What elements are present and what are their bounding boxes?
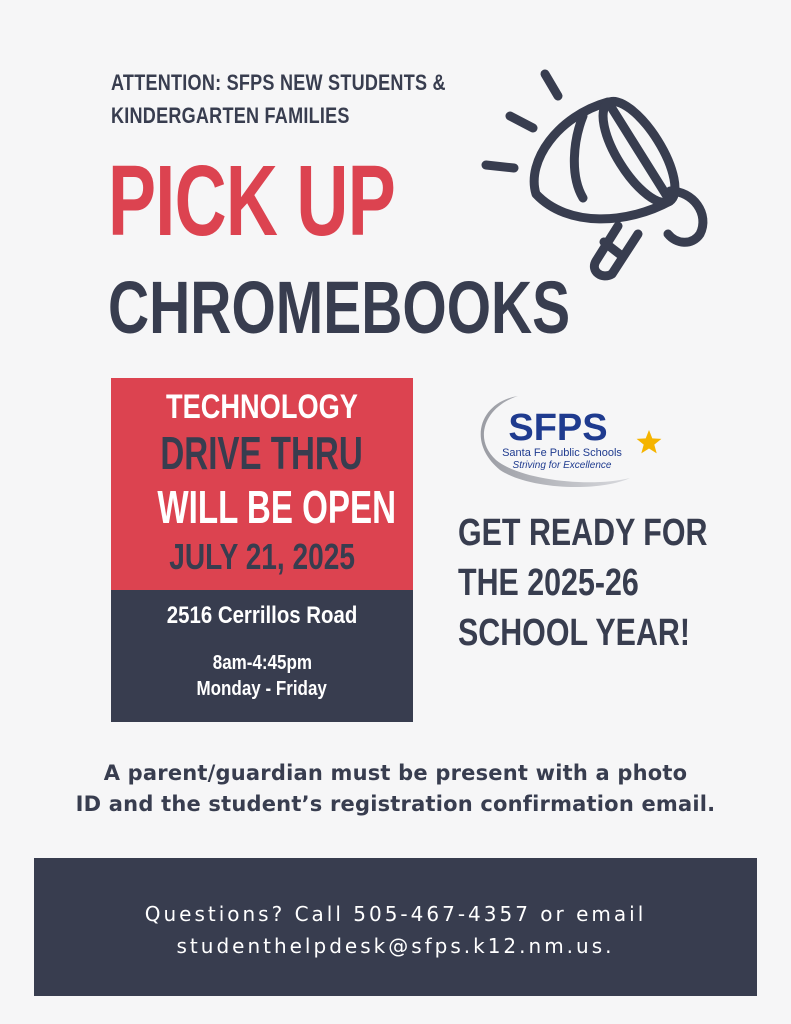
contact-question: Questions? Call 505-467-4357 or email (144, 902, 647, 926)
requirements-notice (0, 758, 791, 820)
sfps-logo (470, 390, 670, 490)
logo-tagline: Striving for Excellence (512, 460, 612, 471)
event-red-box (111, 378, 413, 590)
event-address: 2516 Cerrillos Road (166, 602, 358, 629)
attention-line-2: KINDERGARTEN FAMILIES (111, 103, 350, 128)
event-days: Monday - Friday (196, 678, 328, 700)
get-ready-line-1: GET READY FOR (458, 512, 708, 554)
headline-chromebooks: CHROMEBOOKS (108, 266, 571, 349)
notice-line-2: ID and the student’s registration confirmation email. (75, 792, 716, 816)
get-ready-line-2: THE 2025-26 (458, 562, 639, 604)
logo-name: Santa Fe Public Schools (502, 447, 622, 459)
megaphone-icon (478, 66, 718, 286)
technology-label: TECHNOLOGY (166, 388, 358, 426)
contact-email: studenthelpdesk@sfps.k12.nm.us. (176, 934, 615, 958)
logo-acronym: SFPS (508, 407, 608, 449)
get-ready-heading (458, 508, 707, 658)
contact-footer (34, 858, 757, 996)
will-be-open-label: WILL BE OPEN (157, 481, 396, 533)
event-location-box (111, 590, 413, 722)
star-icon (637, 430, 662, 453)
event-date: JULY 21, 2025 (169, 536, 355, 577)
event-hours: 8am-4:45pm (212, 652, 312, 674)
get-ready-line-3: SCHOOL YEAR! (458, 612, 690, 654)
attention-heading (111, 66, 446, 132)
attention-line-1: ATTENTION: SFPS NEW STUDENTS & (111, 70, 446, 95)
headline-pick-up: PICK UP (108, 145, 396, 257)
drive-thru-label: DRIVE THRU (160, 427, 364, 479)
notice-line-1: A parent/guardian must be present with a photo (103, 761, 688, 785)
